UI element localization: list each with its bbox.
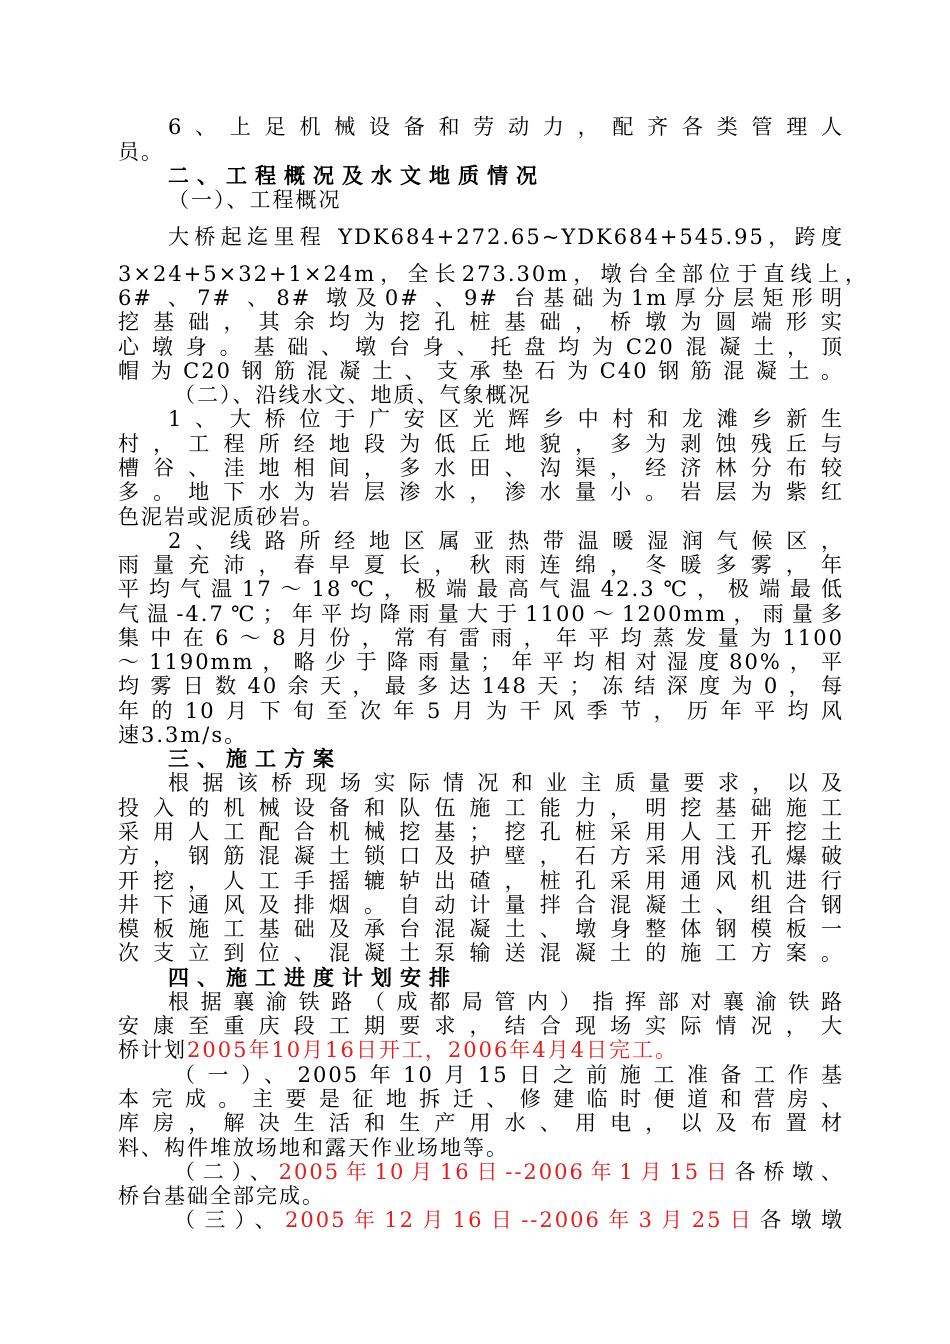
text-line: 村，工程所经地段为低丘地貌，多为剥蚀残丘与 bbox=[118, 432, 844, 456]
text-line bbox=[118, 1037, 678, 1063]
text-run: 各桥墩、 bbox=[734, 1160, 845, 1184]
text-line: 桥台基础全部完成。 bbox=[118, 1184, 325, 1208]
text-line: 6# 、7# 、8# 墩及0# 、9# 台基础为1m厚分层矩形明 bbox=[118, 286, 844, 310]
text-line: 帽为C20钢筋混凝土、支承垫石为C40钢筋混凝土。 bbox=[118, 359, 844, 383]
text-line: （一）、2005年10月15日之前施工准备工作基 bbox=[174, 1063, 844, 1087]
text-line: 本完成。主要是征地拆迁、修建临时便道和营房、 bbox=[118, 1087, 844, 1111]
text-line: 料、构件堆放场地和露天作业场地等。 bbox=[118, 1136, 509, 1160]
text-run: 桥计划 bbox=[118, 1038, 187, 1062]
text-line: 2、线路所经地区属亚热带温暖湿润气候区， bbox=[168, 529, 844, 553]
text-line: 多。地下水为岩层渗水，渗水量小。岩层为紫红 bbox=[118, 480, 844, 504]
text-line: 根据襄渝铁路（成都局管内）指挥部对襄渝铁路 bbox=[168, 990, 844, 1014]
section-heading: 二、工程概况及水文地质情况 bbox=[168, 164, 545, 188]
text-line: 年的10月下旬至次年5月为干风季节，历年平均风 bbox=[118, 699, 844, 723]
highlighted-date-range: 2005年12月16日--2006年3月25日 bbox=[285, 1208, 761, 1232]
text-line: 开挖，人工手摇辘轳出碴，桩孔采用通风机进行 bbox=[118, 869, 844, 893]
subsection-heading: （一）、工程概况 bbox=[168, 188, 342, 212]
text-line: 大桥起迄里程 YDK684+272.65~YDK684+545.95，跨度 bbox=[168, 225, 844, 249]
text-line: 均雾日数40余天，最多达148天；冻结深度为0，每 bbox=[118, 674, 844, 698]
text-line: 6、上足机械设备和劳动力，配齐各类管理人 bbox=[168, 115, 844, 139]
text-line: 1、大桥位于广安区光辉乡中村和龙滩乡新生 bbox=[168, 407, 844, 431]
text-line: 集中在6～8月份，常有雷雨，年平均蒸发量为1100 bbox=[118, 626, 844, 650]
text-line: ～1190mm，略少于降雨量；年平均相对湿度80%，平 bbox=[118, 650, 844, 674]
text-run: 各墩墩 bbox=[760, 1208, 844, 1232]
text-run: （二）、 bbox=[174, 1160, 279, 1184]
text-line: 方，钢筋混凝土锁口及护壁，石方采用浅孔爆破 bbox=[118, 844, 844, 868]
text-line: 员。 bbox=[118, 140, 164, 164]
text-line: 槽谷、洼地相间，多水田、沟渠，经济林分布较 bbox=[118, 456, 844, 480]
text-line: 安康至重庆段工期要求，结合现场实际情况，大 bbox=[118, 1014, 844, 1038]
text-line: 次支立到位、混凝土泵输送混凝土的施工方案。 bbox=[118, 941, 844, 965]
text-line: 雨量充沛，春早夏长，秋雨连绵，冬暖多雾，年 bbox=[118, 553, 844, 577]
text-line: 投入的机械设备和队伍施工能力，明挖基础施工 bbox=[118, 796, 844, 820]
text-line: 根据该桥现场实际情况和业主质量要求，以及 bbox=[168, 771, 844, 795]
text-line: 模板施工基础及承台混凝土、墩身整体钢模板一 bbox=[118, 917, 844, 941]
text-line bbox=[174, 1207, 844, 1233]
text-line: 气温-4.7℃；年平均降雨量大于1100～1200mm，雨量多 bbox=[118, 602, 844, 626]
section-heading: 三、施工方案 bbox=[168, 747, 342, 771]
highlighted-date-range: 2005年10月16日开工，2006年4月4日完工。 bbox=[187, 1038, 679, 1062]
subsection-heading: （二）、沿线水文、地质、气象概况 bbox=[174, 383, 532, 407]
text-line: 速3.3m/s。 bbox=[118, 723, 248, 747]
text-line: 库房，解决生活和生产用水、用电，以及布置材 bbox=[118, 1111, 844, 1135]
section-heading: 四、施工进度计划安排 bbox=[168, 966, 458, 990]
text-line: 平均气温17～18℃，极端最高气温42.3℃，极端最低 bbox=[118, 577, 844, 601]
text-line bbox=[174, 1159, 844, 1185]
text-line: 色泥岩或泥质砂岩。 bbox=[118, 505, 325, 529]
text-line: 心墩身。基础、墩台身、托盘均为C20混凝土，顶 bbox=[118, 335, 844, 359]
text-line: 采用人工配合机械挖基；挖孔桩采用人工开挖土 bbox=[118, 820, 844, 844]
text-run: （三）、 bbox=[174, 1208, 286, 1232]
highlighted-date-range: 2005年10月16日--2006年1月15日 bbox=[278, 1160, 735, 1184]
text-line: 井下通风及排烟。自动计量拌合混凝土、组合钢 bbox=[118, 893, 844, 917]
text-line: 挖基础，其余均为挖孔桩基础，桥墩为圆端形实 bbox=[118, 310, 844, 334]
text-line: 3×24+5×32+1×24m，全长273.30m，墩台全部位于直线上， bbox=[118, 262, 868, 286]
